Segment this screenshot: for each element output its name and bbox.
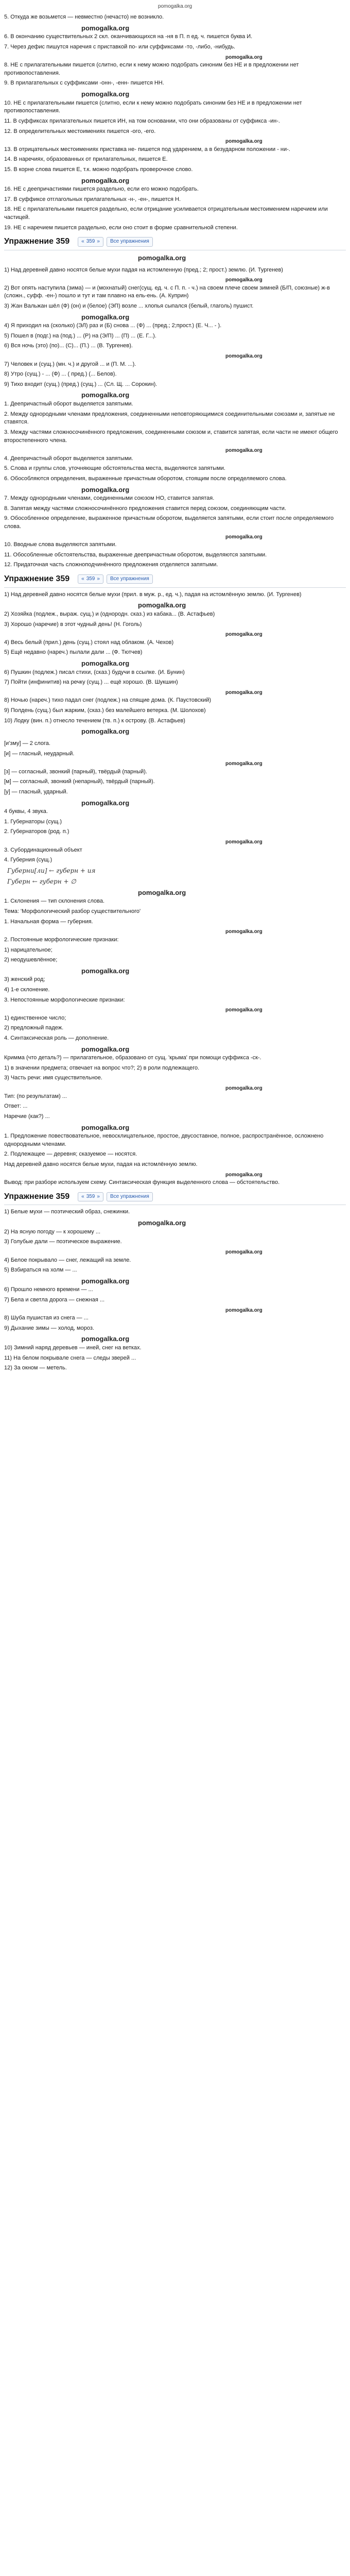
exercise-number: 359 <box>86 1194 95 1200</box>
analysis-line: 2) предложный падеж. <box>4 1025 64 1031</box>
rule-line: 16. НЕ с деепричастиями пишется раздельно, если его можно подобрать. <box>4 186 199 193</box>
watermark: pomogalka.org <box>138 1219 186 1227</box>
rule-line: 11. Обособленные обстоятельства, выраженные деепричастным оборотом, выделяются запятыми. <box>4 551 267 558</box>
watermark: pomogalka.org <box>138 253 186 262</box>
sentence-line: 1) Над деревней давно носятся белые мухи (прил. в муж. р., ед. ч.), падая на истомлённую землю. (И. Тургенев) <box>4 591 302 598</box>
rule-line: 18. НЕ с прилагательными пишется раздельно, если отрицание усиливается отрицательным местоимением наречием или частицей. <box>4 206 328 221</box>
watermark: pomogalka.org <box>81 24 130 32</box>
watermark: pomogalka.org <box>138 888 186 896</box>
watermark: pomogalka.org <box>225 54 262 60</box>
rule-line: 13. В отрицательных местоимениях приставка не- пишется под ударением, а в безударном положении - ни-. <box>4 146 290 152</box>
sentence-line: 7) Бела и светла дорога — снежная ... <box>4 1296 105 1303</box>
analysis-line: Вывод: при разборе используем схему. Синтаксическая функция выделенного слова — обстоятельство. <box>4 1179 280 1186</box>
analysis-line: 1) нарицательное; <box>4 946 52 953</box>
sentence-line: 4) Белое покрывало — снег, лежащий на земле. <box>4 1257 131 1263</box>
analysis-line: Над деревней давно носятся белые мухи, падая на истомлённую землю. <box>4 1161 198 1167</box>
watermark: pomogalka.org <box>225 1249 262 1255</box>
rule-line: 8. НЕ с прилагательными пишется (слитно, если к нему можно подобрать синоним без НЕ и в предложении нет противопоставления. <box>4 62 299 76</box>
sentence-line: 4) Я приходил на (сколько) (ЭЛ) раз и (Б) снова ... (Ф) ... (пред.; 2;прост.) (Е. Ч... - ). <box>4 323 222 329</box>
analysis-line: Кримма (что деталь?) — прилагательное, образовано от сущ. 'крыма' при помощи суффикса -ск-. <box>4 1055 261 1061</box>
rule-line: 4. Деепричастный оборот выделяется запятыми. <box>4 455 133 462</box>
watermark: pomogalka.org <box>225 839 262 845</box>
watermark: pomogalka.org <box>81 1277 130 1285</box>
exercise1-body <box>4 266 346 570</box>
rule-line: 6. В окончанию существительных 2 скл. оканчивающихся на -ня в П. п ед. ч. пишется буква И. <box>4 33 253 40</box>
sentence-line: 1) Над деревней давно носятся белые мухи падая на истомленную (пред.; 2; прост.) землю. (И. Тургенев) <box>4 266 283 273</box>
exercise-nav[interactable] <box>78 237 103 246</box>
rule-line: 14. В наречиях, образованных от прилагательных, пишется Е. <box>4 156 168 163</box>
watermark: pomogalka.org <box>225 929 262 935</box>
exercise-number: 359 <box>86 239 95 245</box>
exercise2-body <box>4 591 346 1187</box>
analysis-line: 1. Начальная форма — губерния. <box>4 918 93 925</box>
watermark: pomogalka.org <box>225 139 262 145</box>
sentence-line: 7) Человек и (сущ.) (мн. ч.) и другой ... и (П. М. ...). <box>4 361 136 367</box>
exercise-header <box>4 236 346 250</box>
analysis-line: 1. Губернаторы (сущ.) <box>4 818 62 825</box>
rule-line: 12. В определительных местоимениях пишется -ого, -его. <box>4 128 156 134</box>
watermark: pomogalka.org <box>81 176 130 184</box>
phonetic-line: [и] — гласный, неударный. <box>4 750 75 757</box>
phonetic-line: [з] — согласный, звонкий (парный), твёрдый (парный). <box>4 768 148 775</box>
sentence-line: 10) Лодку (вин. п.) отнесло течением (тв. п.) к острову. (В. Астафьев) <box>4 717 185 724</box>
exercise-title: Упражнение 359 <box>4 237 70 246</box>
watermark: pomogalka.org <box>81 391 130 399</box>
sentence-line: 2) Вот опять наступила (зима) — и (мохнатый) снег(сущ. ед. ч. с П. п. - ч.) на своем плече своем зимней (Б/П, союзные) ж-в (сложн., суфф. -ен-) пошло и тут и там плавно на ель-ень. (А. Куприн) <box>4 284 330 299</box>
watermark: pomogalka.org <box>81 967 130 975</box>
rule-line: 2. Между однородными членами предложения, соединенными неповторяющимися соединительными союзами и, запятые не ставятся. <box>4 411 335 426</box>
analysis-line: 3) Часть речи: имя существительное. <box>4 1075 102 1081</box>
rule-line: 11. В суффиксах прилагательных пишется ИН, на том основании, что они образованы от суффикса -ин-. <box>4 117 280 124</box>
sentence-line: 9) Полдень (сущ.) был жарким, (сказ.) без малейшего ветерка. (М. Шолохов) <box>4 707 206 714</box>
watermark: pomogalka.org <box>225 448 262 454</box>
sentence-line: 5) Пошел в (подг.) на (под.) ... (Р) на (Э/П) ... (П) ... (Е. Г...). <box>4 332 156 339</box>
sentence-line: 9) Дыхание зимы — холод, мороз. <box>4 1325 94 1331</box>
watermark: pomogalka.org <box>225 689 262 696</box>
sentence-line: 12) За окном — метель. <box>4 1365 67 1371</box>
sentence-line: 8) Шуба пушистая из снега — ... <box>4 1315 89 1321</box>
prev-icon[interactable]: « <box>81 576 84 582</box>
rule-line: 6. Обособляются определения, выраженные причастным оборотом, стоящим после определяемого слова. <box>4 475 287 482</box>
exercise-header <box>4 573 346 588</box>
sentence-line: 3) Хорошо (наречие) в этот чудный день! (Н. Гоголь) <box>4 621 142 628</box>
block1 <box>4 13 346 232</box>
sentence-line: 8) Ночью (нареч.) тихо падал снег (подлеж.) на спящие дома. (К. Паустовский) <box>4 697 212 704</box>
exercise-number: 359 <box>86 576 95 582</box>
handwritten-morpheme-2: Губерн ← губерн + ∅ <box>7 877 76 885</box>
analysis-line: 4) 1-е склонение. <box>4 986 50 993</box>
watermark: pomogalka.org <box>81 799 130 807</box>
watermark: pomogalka.org <box>225 353 262 360</box>
exercise-title: Упражнение 359 <box>4 1192 70 1201</box>
analysis-line: 3) женский род; <box>4 976 45 983</box>
rule-line: 8. Запятая между частями сложносочинённого предложения ставится перед союзом, соединяющим части. <box>4 505 286 512</box>
sentence-line: 4) Весь белый (прил.) день (сущ.) стоял над облаком. (А. Чехов) <box>4 639 174 646</box>
rule-line: 9. В прилагательных с суффиксами -онн-, -енн- пишется НН. <box>4 80 164 87</box>
phonetic-line: [у] — гласный, ударный. <box>4 788 68 795</box>
rule-line: 19. НЕ с наречием пишется раздельно, если оно стоит в форме сравнительной степени. <box>4 224 238 231</box>
analysis-line: 2) неодушевлённое; <box>4 957 58 963</box>
watermark: pomogalka.org <box>81 1335 130 1343</box>
watermark: pomogalka.org <box>81 90 130 98</box>
exercise-title: Упражнение 359 <box>4 574 70 584</box>
prev-icon[interactable]: « <box>81 239 84 245</box>
phonetic-line: [м] — согласный, звонкий (непарный), твёрдый (парный). <box>4 778 155 785</box>
analysis-line: 2. Постоянные морфологические признаки: <box>4 936 119 943</box>
rule-line: 10. НЕ с прилагательными пишется (слитно, если к нему можно подобрать синоним без НЕ и в предложении нет противопоставления. <box>4 99 302 114</box>
rule-line: 3. Между частями сложносочинённого предложения, соединенными союзом и, ставится запятая, если части не имеют общего второстепенного члена. <box>4 429 338 444</box>
analysis-line: 1. Склонения — тип склонения слова. <box>4 898 105 905</box>
sentence-line: 10) Зимний наряд деревьев — иней, снег на ветках. <box>4 1345 142 1351</box>
sentence-line: 5) Взбираться на холм — ... <box>4 1267 77 1274</box>
analysis-line: Ответ: ... <box>4 1103 28 1110</box>
watermark: pomogalka.org <box>225 1007 262 1013</box>
rule-line: 15. В корне слова пишется Е, т.к. можно подобрать проверочное слово. <box>4 166 193 173</box>
sentence-line: 2) На ясную погоду — к хорошему ... <box>4 1228 100 1235</box>
exercise3-body <box>4 1208 346 1372</box>
exercise-nav[interactable] <box>78 574 103 584</box>
sentence-line: 11) На белом покрывале снега — следы зверей ... <box>4 1354 136 1361</box>
all-exercises-button[interactable]: Все упражнения <box>107 1192 153 1201</box>
exercise-nav[interactable] <box>78 1192 103 1201</box>
exercise-header <box>4 1191 346 1206</box>
watermark: pomogalka.org <box>225 1086 262 1092</box>
watermark: pomogalka.org <box>225 1307 262 1313</box>
watermark: pomogalka.org <box>225 1172 262 1178</box>
handwritten-morpheme-1: Губерни[ли] ← губерн + ия <box>7 867 96 874</box>
rule-line: 9. Обособленное определение, выраженное причастным оборотом, выделяется запятыми, если стоит после определяемого слова. <box>4 515 334 530</box>
watermark: pomogalka.org <box>81 727 130 736</box>
watermark: pomogalka.org <box>138 601 186 609</box>
rule-line: 7. Через дефис пишутся наречия с приставкой по- или суффиксами -то, -либо, -нибудь. <box>4 44 236 50</box>
watermark: pomogalka.org <box>81 1045 130 1053</box>
rule-line: 17. В суффиксе отглагольных прилагательных -н-, -ен-, пишется Н. <box>4 196 181 202</box>
analysis-line: Тип: (по результатам) ... <box>4 1093 67 1099</box>
watermark: pomogalka.org <box>81 485 130 494</box>
sentence-line: 6) Прошло немного времени — ... <box>4 1286 93 1293</box>
watermark: pomogalka.org <box>225 761 262 767</box>
next-icon[interactable]: » <box>97 239 100 245</box>
next-icon[interactable]: » <box>97 1194 100 1200</box>
watermark: pomogalka.org <box>225 632 262 638</box>
watermark: pomogalka.org <box>81 1123 130 1131</box>
sentence-line: 5) Ещё недавно (нареч.) пылали дали ... (Ф. Тютчев) <box>4 649 143 656</box>
watermark: pomogalka.org <box>81 659 130 668</box>
sentence-line: 3) Жан Вальжан шёл (Ф) (он) и (белое) (ЭП) возле ... хлопья сыпался (белый, глаголь) пушист. <box>4 302 254 309</box>
watermark: pomogalka.org <box>81 313 130 321</box>
analysis-line: 1) единственное число; <box>4 1014 66 1021</box>
analysis-line: 3. Непостоянные морфологические признаки: <box>4 996 125 1003</box>
site-domain[interactable]: pomogalka.org <box>157 4 192 9</box>
phonetic-line: 4 буквы, 4 звука. <box>4 808 48 815</box>
sentence-line: 3) Голубые дали — поэтическое выражение. <box>4 1239 122 1245</box>
all-exercises-button[interactable]: Все упражнения <box>107 574 153 584</box>
analysis-line: 1) в значении предмета; отвечает на вопрос что?; 2) в роли подлежащего. <box>4 1064 200 1071</box>
prev-icon[interactable]: « <box>81 1194 84 1200</box>
analysis-line: 1. Предложение повествовательное, невосклицательное, простое, двусоставное, полное, распространённое, осложнено однородными членами. <box>4 1133 324 1147</box>
sentence-line: 1) Белые мухи — поэтический образ, снежинки. <box>4 1209 130 1215</box>
analysis-line: 2. Губернаторов (род. п.) <box>4 828 69 835</box>
rule-line: 7. Между однородными членами, соединенными союзом НО, ставится запятая. <box>4 495 215 502</box>
sentence-line: 8) Утро (сущ.) - ... (Ф) ... ( пред.) (... Белов). <box>4 371 117 378</box>
sentence-line: 9) Тихо входит (сущ.) (пред.) (сущ.) ... (Сл. Щ. ... Сорокин). <box>4 381 157 387</box>
rule-line: 10. Вводные слова выделяются запятыми. <box>4 541 117 548</box>
analysis-line: Наречие (как?) ... <box>4 1113 50 1120</box>
analysis-line: Тема: 'Морфологический разбор существительного' <box>4 908 141 915</box>
watermark: pomogalka.org <box>225 534 262 540</box>
analysis-line: 4. Губерния (сущ.) <box>4 857 52 863</box>
watermark: pomogalka.org <box>225 277 262 283</box>
sentence-line: 6) Пушкин (подлеж.) писал стихи, (сказ.) будучи в ссылке. (И. Бунин) <box>4 669 185 675</box>
rule-line: 5. Слова и группы слов, уточняющие обстоятельства места, выделяются запятыми. <box>4 465 225 472</box>
sentence-line: 7) Пойти (инфинитив) на речку (сущ.) ... ещё хорошо. (В. Шукшин) <box>4 679 178 686</box>
sentence-line: 6) Вся ночь (это) (по)... (С)... (П.) ... (В. Тургенев). <box>4 343 133 349</box>
analysis-line: 3. Субординационный объект <box>4 846 82 853</box>
rule-line: 12. Придаточная часть сложноподчинённого предложения отделяется запятыми. <box>4 562 218 568</box>
analysis-line: 4. Синтаксическая роль — дополнение. <box>4 1035 109 1042</box>
phonetic-line: [и'зму] — 2 слога. <box>4 740 50 747</box>
next-icon[interactable]: » <box>97 576 100 582</box>
rule-line: 1. Деепричастный оборот выделяется запятыми. <box>4 401 133 408</box>
analysis-line: 2. Подлежащее — деревня; сказуемое — носятся. <box>4 1151 137 1158</box>
rule-line: 5. Откуда же возьмется — невместно (нечасто) не возникло. <box>4 14 164 21</box>
all-exercises-button[interactable]: Все упражнения <box>107 237 153 246</box>
sentence-line: 2) Хозяйка (подлеж., выраж. сущ.) и (однородн. сказ.) из кабака... (В. Астафьев) <box>4 611 215 617</box>
